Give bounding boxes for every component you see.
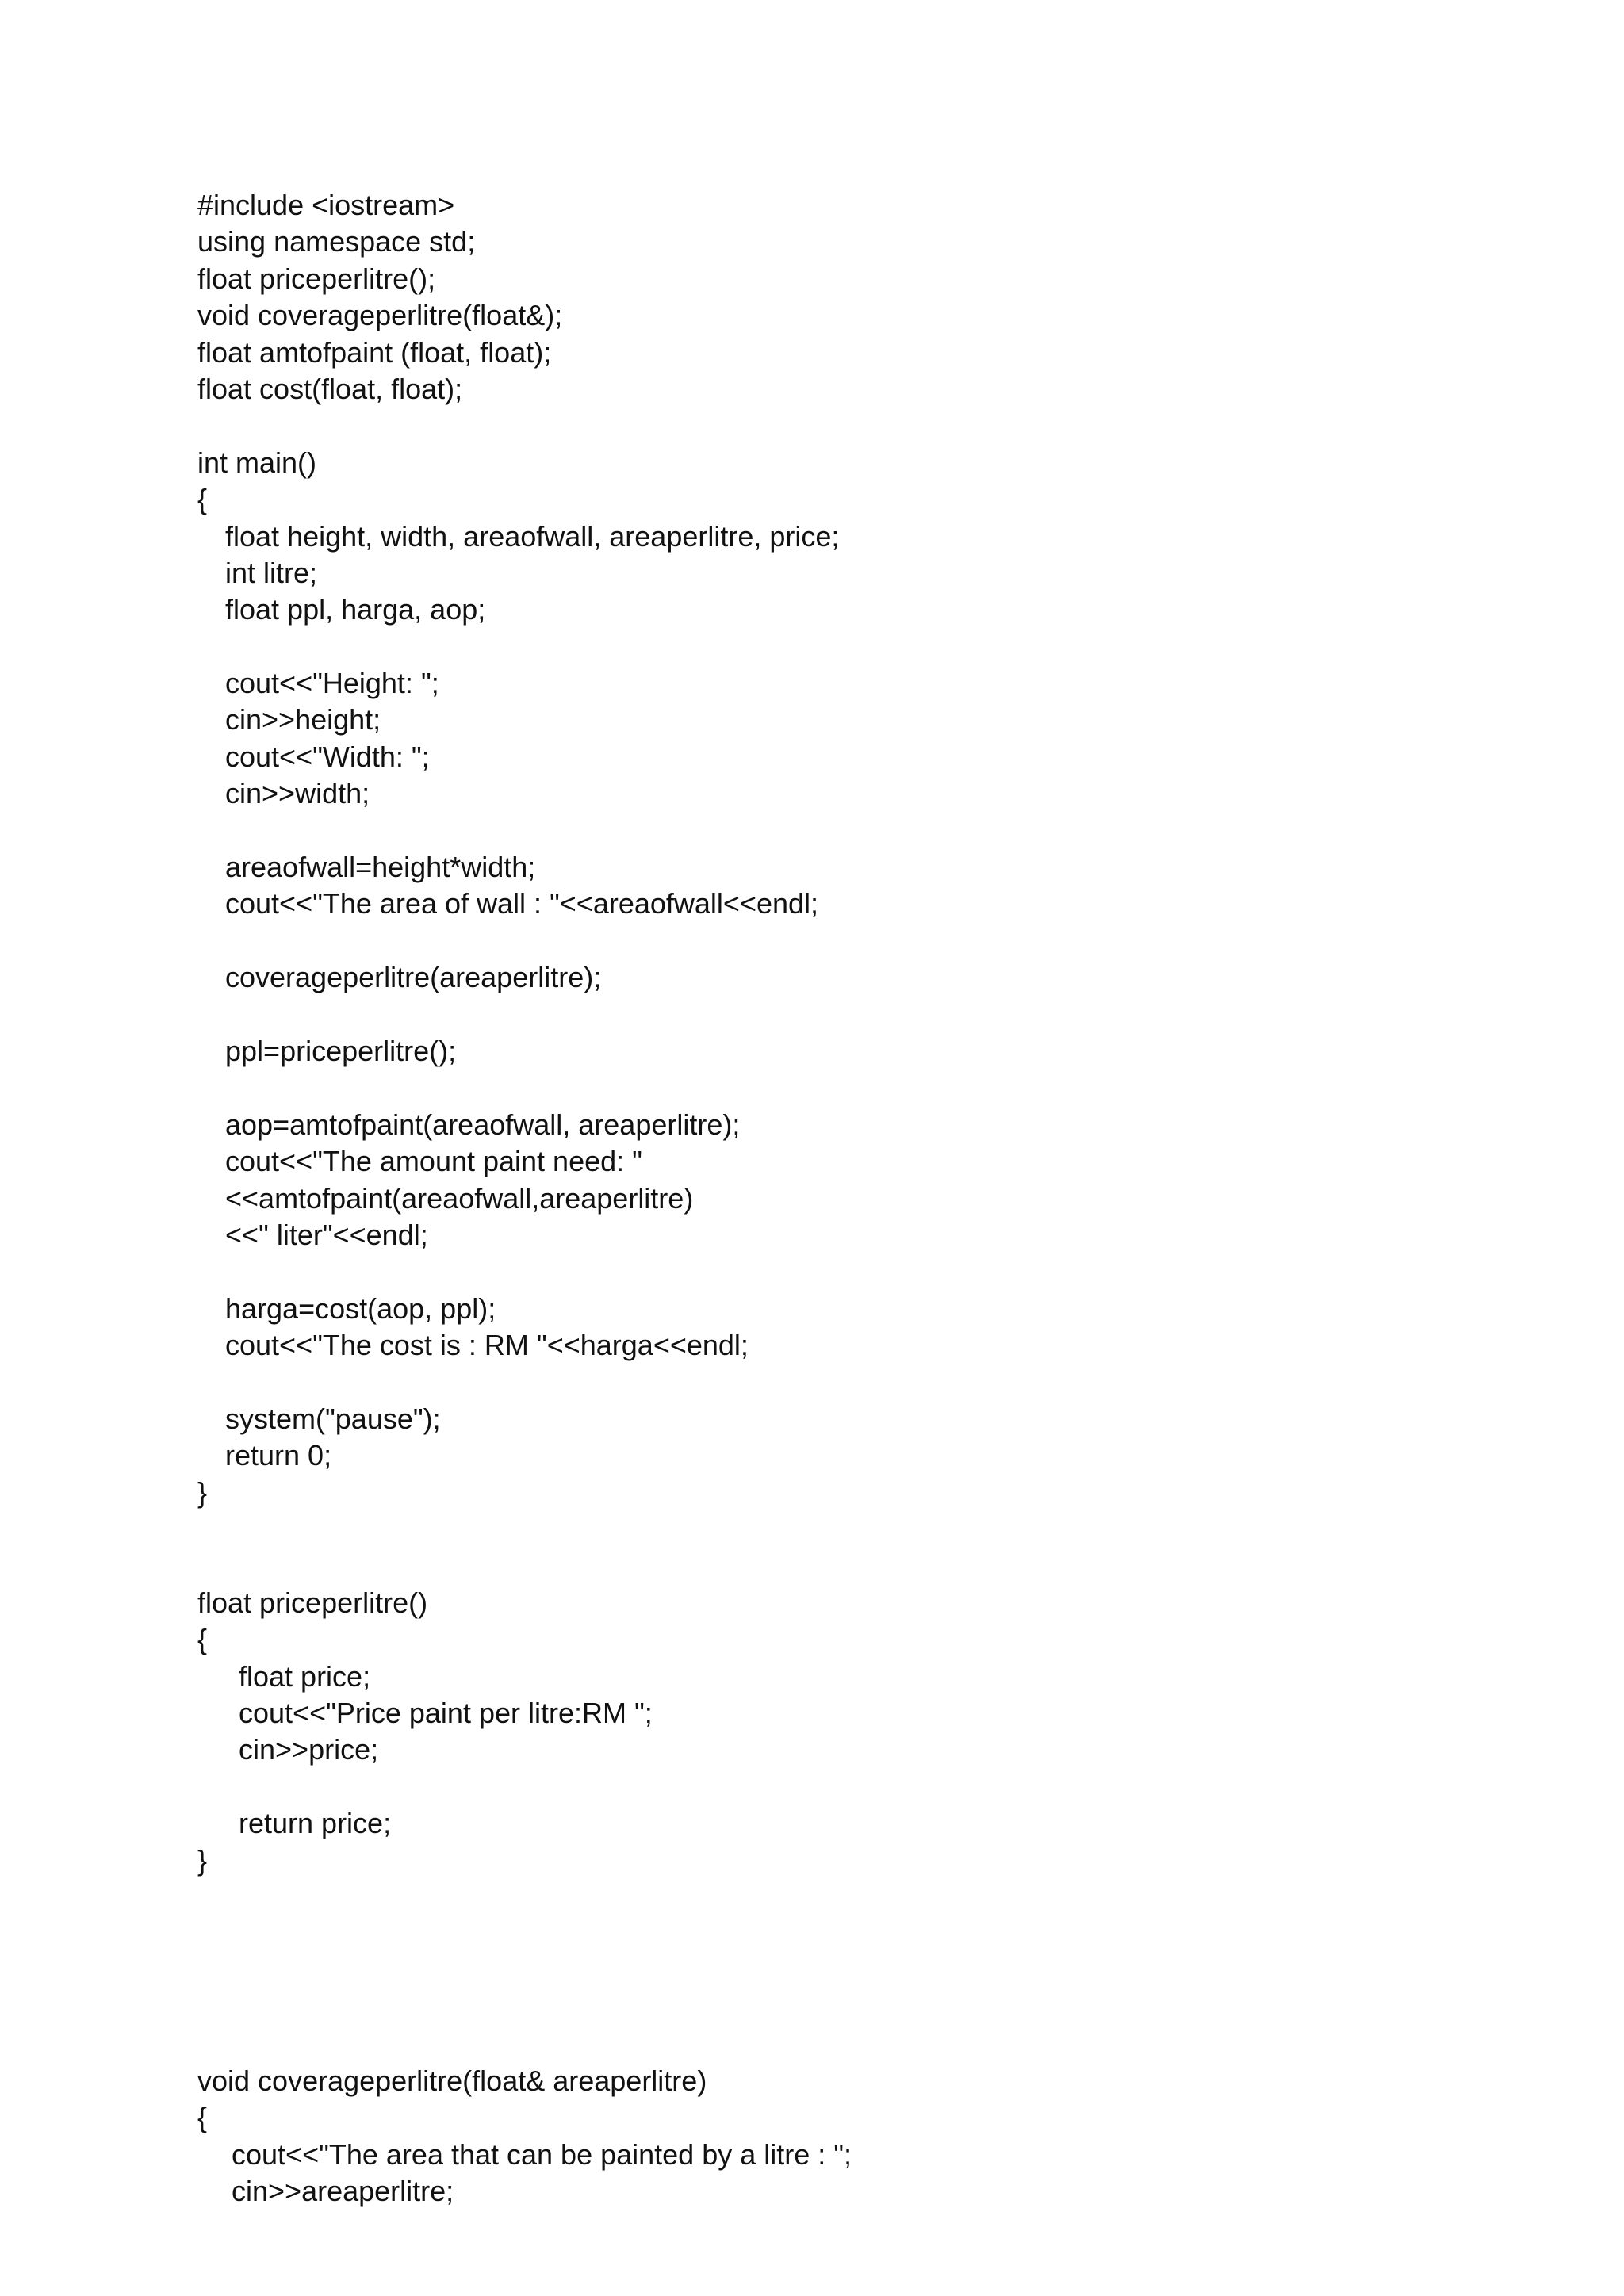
code-line: {: [197, 483, 208, 516]
code-line: cout<<"Width: ";: [225, 740, 430, 773]
blank-line: [197, 1511, 1545, 1548]
code-line: }: [197, 1843, 208, 1877]
code-line: void coverageperlitre(float&);: [197, 299, 563, 332]
code-line: cin>>height;: [225, 703, 381, 737]
blank-line: [197, 1070, 1545, 1106]
blank-line: [197, 2026, 1545, 2063]
code-line: cout<<"The area of wall : "<<areaofwall<<endl;: [225, 887, 819, 920]
code-line: cout<<"The area that can be painted by a litre : ";: [232, 2137, 852, 2171]
blank-line: [197, 1769, 1545, 1805]
blank-line: [197, 1953, 1545, 1989]
code-line: int main(): [197, 446, 317, 479]
code-line: <<" liter"<<endl;: [225, 1218, 428, 1251]
blank-line: [197, 408, 1545, 444]
code-line: #include <iostream>: [197, 189, 455, 221]
code-line: float ppl, harga, aop;: [225, 593, 486, 626]
blank-line: [197, 997, 1545, 1033]
code-line: cin>>width;: [225, 777, 370, 810]
blank-line: [197, 1915, 1545, 1952]
code-line: float height, width, areaofwall, areaperlitre, price;: [225, 519, 840, 553]
code-line: }: [197, 1475, 208, 1509]
blank-line: [197, 629, 1545, 665]
code-line: {: [197, 1623, 208, 1656]
code-line: <<amtofpaint(areaofwall,areaperlitre): [225, 1181, 694, 1215]
blank-line: [197, 813, 1545, 849]
code-line: cout<<"Height: ";: [225, 667, 439, 700]
code-line: cin>>price;: [239, 1733, 379, 1766]
code-line: float price;: [239, 1659, 371, 1693]
code-line: cout<<"Price paint per litre:RM ";: [239, 1697, 653, 1730]
code-line: {: [197, 2101, 208, 2134]
blank-line: [197, 923, 1545, 959]
code-line: system("pause");: [225, 1402, 441, 1435]
code-line: cin>>areaperlitre;: [232, 2175, 454, 2208]
blank-line: [197, 1989, 1545, 2026]
code-line: aop=amtofpaint(areaofwall, areaperlitre);: [225, 1108, 741, 1141]
code-line: ppl=priceperlitre();: [225, 1034, 457, 1067]
code-line: using namespace std;: [197, 225, 476, 258]
code-line: return 0;: [225, 1439, 332, 1472]
blank-line: [197, 1364, 1545, 1401]
code-line: areaofwall=height*width;: [225, 851, 536, 884]
blank-line: [197, 1879, 1545, 1915]
code-line: coverageperlitre(areaperlitre);: [225, 961, 602, 994]
code-listing: [197, 187, 1545, 2210]
code-line: int litre;: [225, 556, 318, 589]
blank-line: [197, 1548, 1545, 1584]
code-line: float priceperlitre();: [197, 262, 436, 295]
code-line: float priceperlitre(): [197, 1586, 428, 1619]
code-line: void coverageperlitre(float& areaperlitre): [197, 2064, 707, 2097]
code-line: cout<<"The amount paint need: ": [225, 1145, 642, 1178]
code-line: float amtofpaint (float, float);: [197, 335, 552, 369]
code-line: harga=cost(aop, ppl);: [225, 1292, 496, 1325]
code-line: float cost(float, float);: [197, 372, 463, 405]
code-line: return price;: [239, 1807, 392, 1840]
blank-line: [197, 1253, 1545, 1290]
code-line: cout<<"The cost is : RM "<<harga<<endl;: [225, 1329, 749, 1362]
